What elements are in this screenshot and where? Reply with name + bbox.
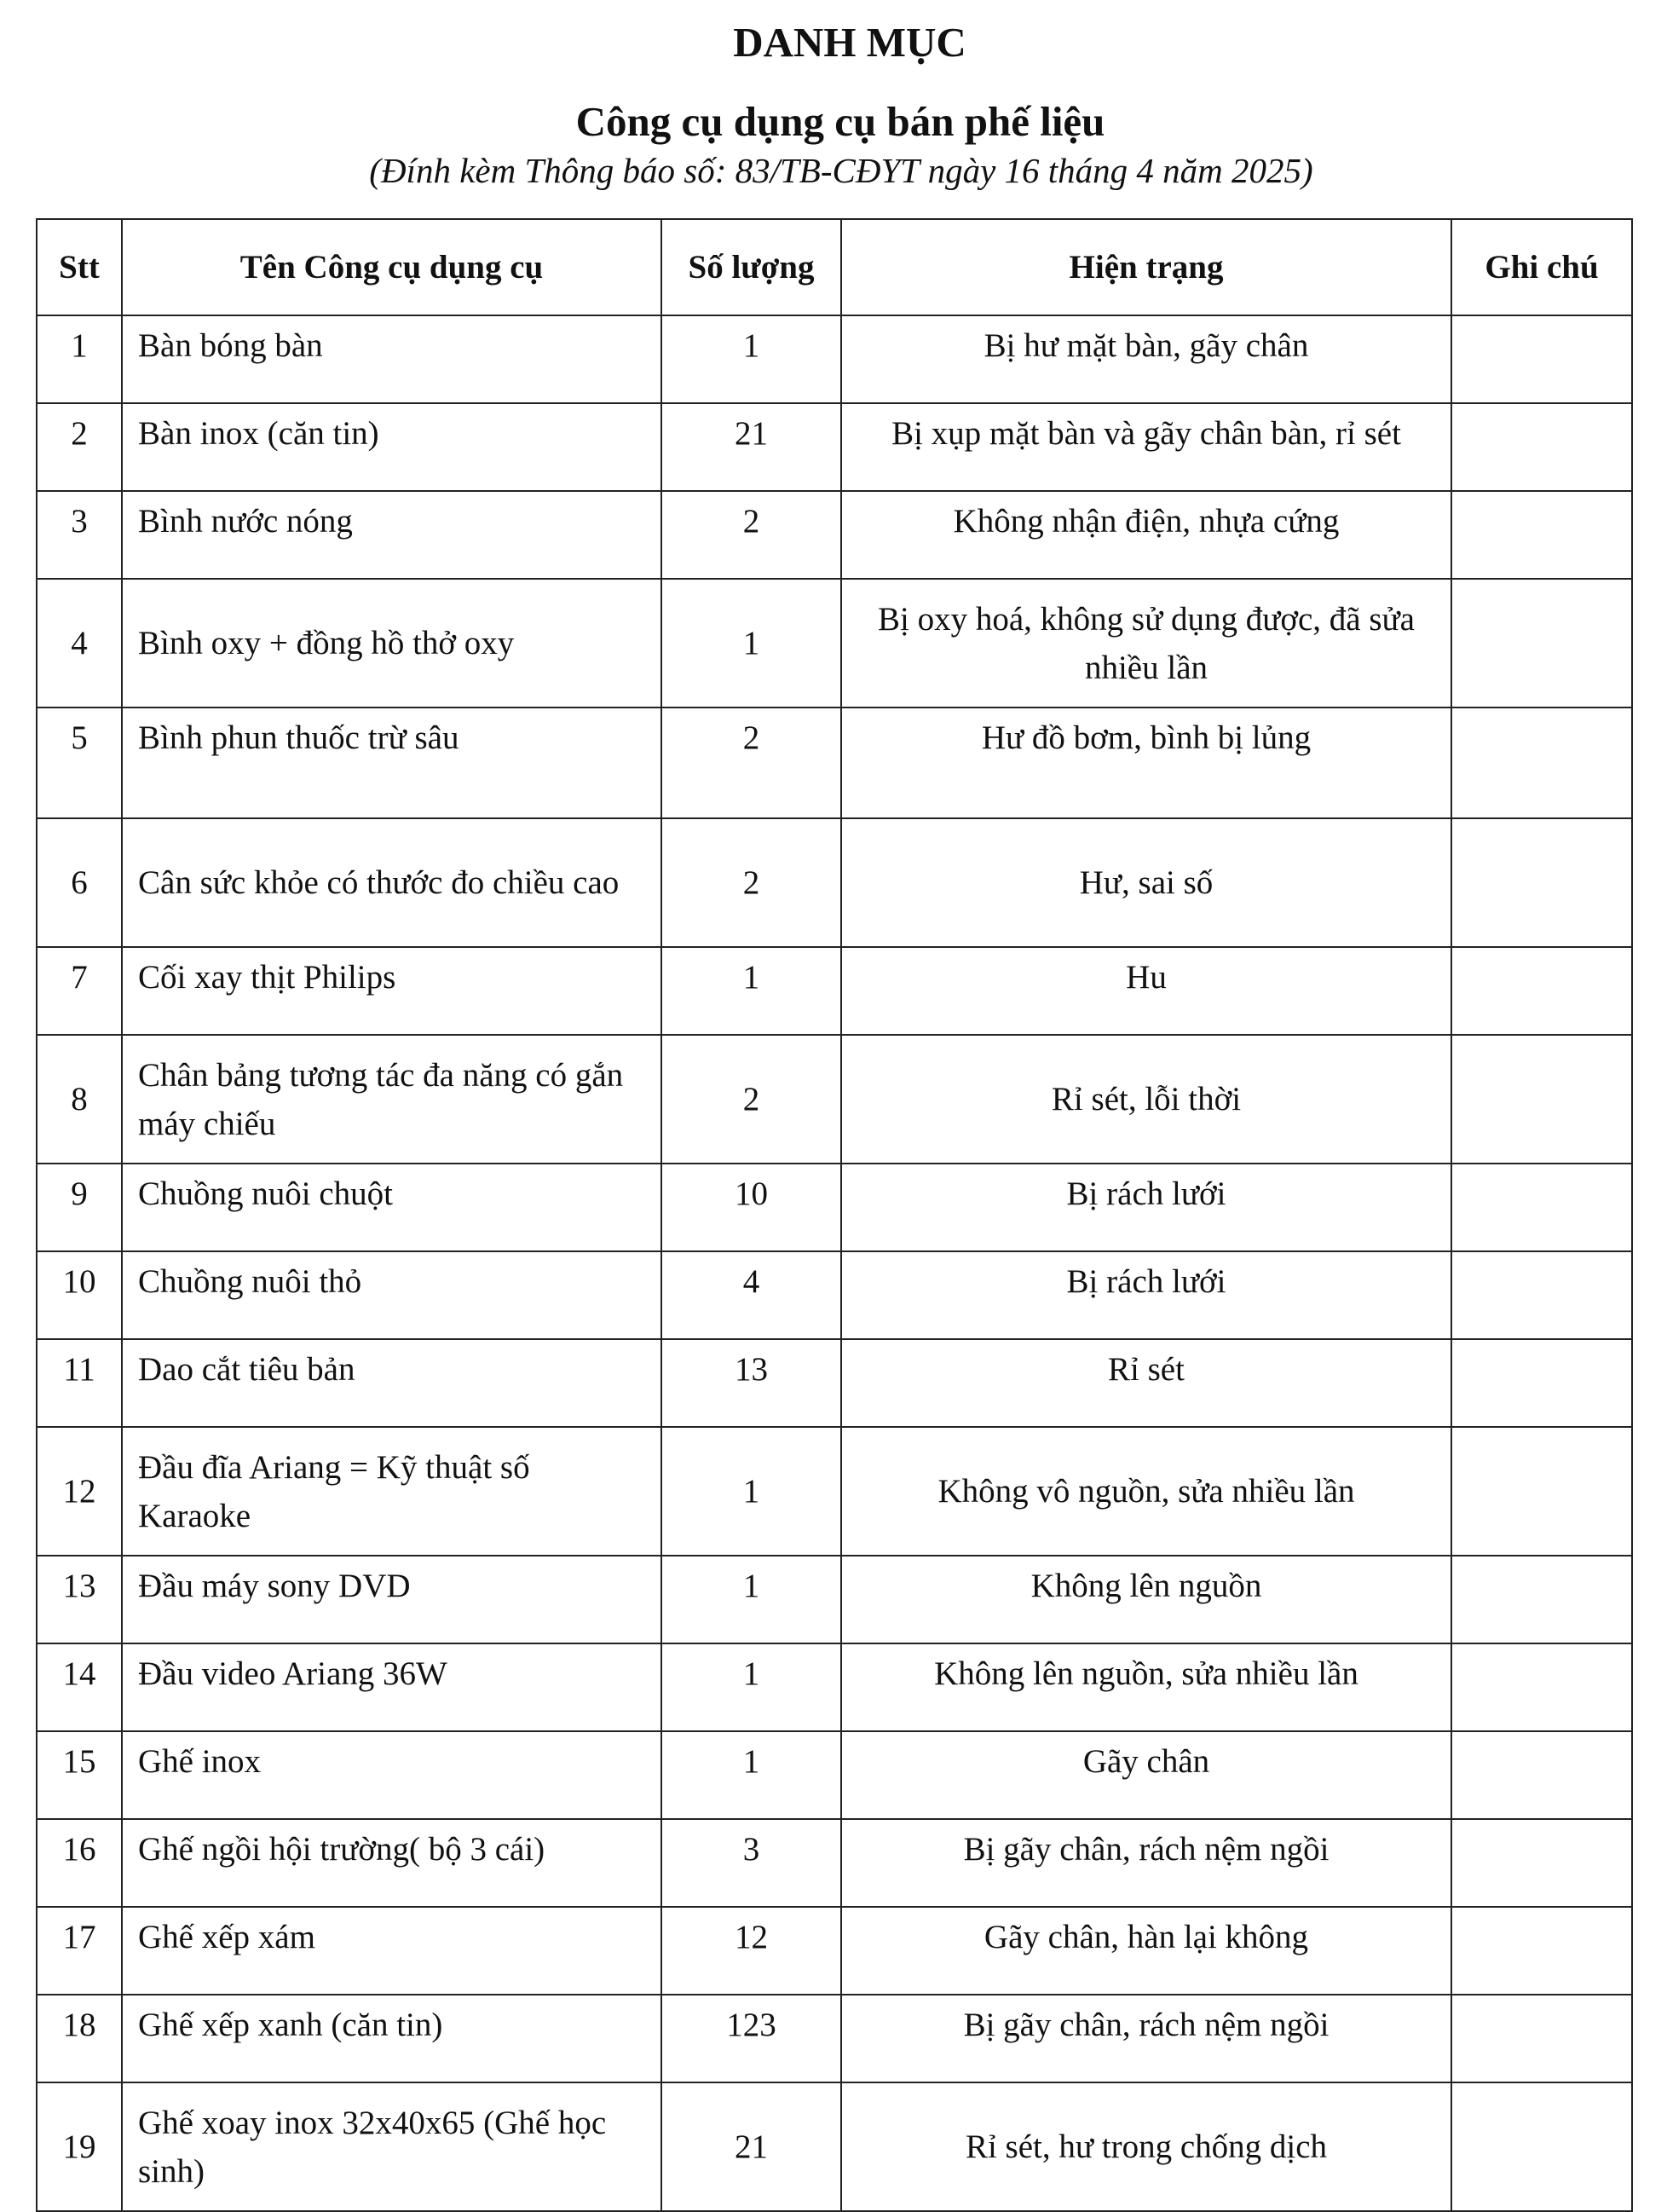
document-reference-note: (Đính kèm Thông báo số: 83/TB-CĐYT ngày 16 tháng 4 năm 2025) <box>369 151 1313 190</box>
row-item-name: Bình oxy + đồng hồ thở oxy <box>122 579 661 707</box>
row-quantity: 2 <box>661 818 841 947</box>
row-note <box>1451 1427 1632 1556</box>
table-row <box>37 1556 1632 1643</box>
row-stt: 6 <box>37 818 122 947</box>
row-note <box>1451 818 1632 947</box>
row-note <box>1451 1164 1632 1251</box>
row-status: Không lên nguồn, sửa nhiều lần <box>841 1643 1451 1731</box>
row-note <box>1451 1035 1632 1164</box>
table-row <box>37 1995 1632 2082</box>
row-note <box>1451 1995 1632 2082</box>
row-quantity: 1 <box>661 1427 841 1556</box>
row-stt: 12 <box>37 1427 122 1556</box>
row-quantity: 2 <box>661 1035 841 1164</box>
row-quantity: 1 <box>661 1731 841 1819</box>
row-status: Rỉ sét, lỗi thời <box>841 1035 1451 1164</box>
row-item-name: Dao cắt tiêu bản <box>122 1339 661 1427</box>
row-item-name: Ghế xếp xanh (căn tin) <box>122 1995 661 2082</box>
row-status: Hư, sai số <box>841 818 1451 947</box>
row-note <box>1451 1819 1632 1907</box>
row-status: Gãy chân <box>841 1731 1451 1819</box>
table-row <box>37 1819 1632 1907</box>
column-header-stt: Stt <box>37 219 122 315</box>
row-status: Hư đồ bơm, bình bị lủng <box>841 707 1451 818</box>
row-status: Hu <box>841 947 1451 1035</box>
table-row <box>37 491 1632 579</box>
row-status: Rỉ sét, hư trong chống dịch <box>841 2082 1451 2211</box>
row-item-name: Đầu máy sony DVD <box>122 1556 661 1643</box>
table-row <box>37 818 1632 947</box>
row-note <box>1451 1339 1632 1427</box>
table-row <box>37 315 1632 403</box>
row-item-name: Ghế ngồi hội trường( bộ 3 cái) <box>122 1819 661 1907</box>
row-note <box>1451 1251 1632 1339</box>
row-item-name: Bình phun thuốc trừ sâu <box>122 707 661 818</box>
row-note <box>1451 1643 1632 1731</box>
table-row <box>37 579 1632 707</box>
column-header-quantity: Số lượng <box>661 219 841 315</box>
row-stt: 4 <box>37 579 122 707</box>
row-stt: 19 <box>37 2082 122 2211</box>
table-row <box>37 2082 1632 2211</box>
row-stt: 1 <box>37 315 122 403</box>
row-item-name: Ghế xoay inox 32x40x65 (Ghế học sinh) <box>122 2082 661 2211</box>
row-status: Bị rách lưới <box>841 1164 1451 1251</box>
row-item-name: Ghế inox <box>122 1731 661 1819</box>
row-note <box>1451 1556 1632 1643</box>
row-status: Không vô nguồn, sửa nhiều lần <box>841 1427 1451 1556</box>
row-item-name: Bình nước nóng <box>122 491 661 579</box>
row-note <box>1451 491 1632 579</box>
row-stt: 7 <box>37 947 122 1035</box>
row-note <box>1451 315 1632 403</box>
row-note <box>1451 707 1632 818</box>
column-header-name: Tên Công cụ dụng cụ <box>122 219 661 315</box>
row-item-name: Bàn bóng bàn <box>122 315 661 403</box>
row-stt: 9 <box>37 1164 122 1251</box>
table-row <box>37 1339 1632 1427</box>
row-status: Rỉ sét <box>841 1339 1451 1427</box>
table-row <box>37 947 1632 1035</box>
row-stt: 2 <box>37 403 122 491</box>
row-item-name: Đầu đĩa Ariang = Kỹ thuật số Karaoke <box>122 1427 661 1556</box>
row-status: Gãy chân, hàn lại không <box>841 1907 1451 1995</box>
row-note <box>1451 947 1632 1035</box>
row-note <box>1451 1907 1632 1995</box>
row-note <box>1451 403 1632 491</box>
row-quantity: 1 <box>661 315 841 403</box>
row-stt: 10 <box>37 1251 122 1339</box>
scrap-items-table <box>36 218 1633 2212</box>
row-stt: 17 <box>37 1907 122 1995</box>
row-quantity: 21 <box>661 403 841 491</box>
table-row <box>37 1035 1632 1164</box>
row-item-name: Chuồng nuôi thỏ <box>122 1251 661 1339</box>
row-quantity: 3 <box>661 1819 841 1907</box>
table-row <box>37 1427 1632 1556</box>
row-note <box>1451 2082 1632 2211</box>
table-row <box>37 1643 1632 1731</box>
table-row <box>37 1907 1632 1995</box>
document-subtitle: Công cụ dụng cụ bán phế liệu <box>575 98 1105 145</box>
document-header <box>0 17 1667 191</box>
row-item-name: Chân bảng tương tác đa năng có gắn máy chiếu <box>122 1035 661 1164</box>
row-stt: 13 <box>37 1556 122 1643</box>
table-row <box>37 1164 1632 1251</box>
table-header-row <box>37 219 1632 315</box>
row-quantity: 1 <box>661 579 841 707</box>
row-status: Không lên nguồn <box>841 1556 1451 1643</box>
row-stt: 8 <box>37 1035 122 1164</box>
row-status: Bị hư mặt bàn, gãy chân <box>841 315 1451 403</box>
row-quantity: 123 <box>661 1995 841 2082</box>
row-note <box>1451 1731 1632 1819</box>
row-status: Không nhận điện, nhựa cứng <box>841 491 1451 579</box>
row-quantity: 2 <box>661 707 841 818</box>
row-item-name: Cân sức khỏe có thước đo chiều cao <box>122 818 661 947</box>
row-status: Bị xụp mặt bàn và gãy chân bàn, rỉ sét <box>841 403 1451 491</box>
table-row <box>37 1251 1632 1339</box>
row-item-name: Chuồng nuôi chuột <box>122 1164 661 1251</box>
row-stt: 14 <box>37 1643 122 1731</box>
row-quantity: 1 <box>661 1556 841 1643</box>
row-stt: 15 <box>37 1731 122 1819</box>
column-header-status: Hiện trạng <box>841 219 1451 315</box>
row-item-name: Đầu video Ariang 36W <box>122 1643 661 1731</box>
table-row <box>37 403 1632 491</box>
column-header-note: Ghi chú <box>1451 219 1632 315</box>
table-row <box>37 707 1632 818</box>
row-quantity: 21 <box>661 2082 841 2211</box>
row-quantity: 1 <box>661 1643 841 1731</box>
row-item-name: Cối xay thịt Philips <box>122 947 661 1035</box>
row-quantity: 12 <box>661 1907 841 1995</box>
row-stt: 18 <box>37 1995 122 2082</box>
document-title: DANH MỤC <box>733 19 966 66</box>
row-status: Bị gãy chân, rách nệm ngồi <box>841 1819 1451 1907</box>
row-quantity: 10 <box>661 1164 841 1251</box>
row-item-name: Bàn inox (căn tin) <box>122 403 661 491</box>
row-status: Bị oxy hoá, không sử dụng được, đã sửa nhiều lần <box>841 579 1451 707</box>
row-item-name: Ghế xếp xám <box>122 1907 661 1995</box>
row-quantity: 4 <box>661 1251 841 1339</box>
table-row <box>37 1731 1632 1819</box>
row-quantity: 2 <box>661 491 841 579</box>
row-stt: 16 <box>37 1819 122 1907</box>
row-stt: 3 <box>37 491 122 579</box>
row-stt: 5 <box>37 707 122 818</box>
row-status: Bị rách lưới <box>841 1251 1451 1339</box>
row-note <box>1451 579 1632 707</box>
row-status: Bị gãy chân, rách nệm ngồi <box>841 1995 1451 2082</box>
row-stt: 11 <box>37 1339 122 1427</box>
row-quantity: 13 <box>661 1339 841 1427</box>
row-quantity: 1 <box>661 947 841 1035</box>
